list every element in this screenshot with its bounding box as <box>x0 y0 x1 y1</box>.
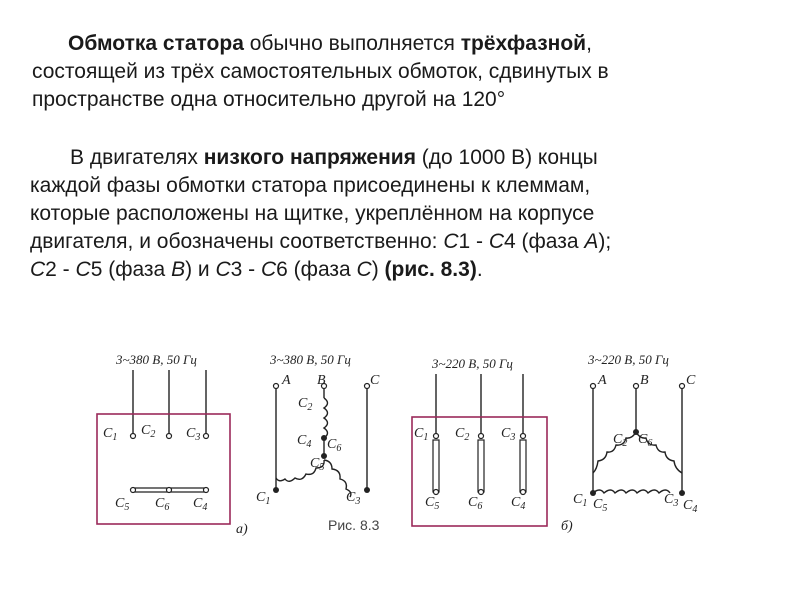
term-stator-winding: Обмотка статора <box>68 32 244 55</box>
figure-reference: (рис. 8.3) <box>384 258 477 281</box>
svg-text:C4: $C_4$ <box>683 498 698 515</box>
text: 2 - <box>45 258 76 281</box>
star-winding-380 <box>276 386 367 497</box>
term-low-voltage: низкого напряжения <box>203 146 416 169</box>
text: двигателя, и обозначены соответственно: <box>30 230 444 253</box>
svg-text:C6: $C_6$ <box>327 437 342 454</box>
text: C <box>215 258 231 281</box>
svg-text:C2: $C_2$ <box>298 396 313 413</box>
svg-text:C1: $C_1$ <box>103 426 118 443</box>
text: C <box>261 258 277 281</box>
text: обычно выполняется <box>243 32 461 55</box>
supply-label-220-b: 3~220 В, 50 Гц <box>588 352 669 367</box>
text: C <box>75 258 91 281</box>
text: В двигателях <box>70 146 204 169</box>
phase-a-label: A <box>282 373 291 388</box>
svg-text:C5: $C_5$ <box>425 495 440 512</box>
svg-text:C6: $C_6$ <box>468 495 483 512</box>
intro-line-2: состоящей из трёх самостоятельных обмоток, сдвинутых в <box>32 60 609 83</box>
phase-a-label: A <box>598 373 607 388</box>
phase-c-label: C <box>686 373 696 388</box>
intro-line-3: пространстве одна относительно другой на 120° <box>32 88 506 111</box>
text: C <box>30 258 46 281</box>
text: A <box>584 230 599 253</box>
svg-text:C2: $C_2$ <box>613 432 628 449</box>
svg-text:C3: $C_3$ <box>186 426 201 443</box>
text: C <box>356 258 372 281</box>
lv-line-2: каждой фазы обмотки статора присоединены к клеммам, <box>30 174 591 197</box>
subfigure-a-label: а) <box>236 522 248 537</box>
terminal-labels-4 <box>573 432 697 515</box>
term-three-phase: трёхфазной <box>460 32 587 55</box>
text: , <box>586 32 592 55</box>
supply-label-380-a: 3~380 В, 50 Гц <box>116 352 197 367</box>
svg-text:C6: $C_6$ <box>155 496 170 513</box>
figure-caption: Рис. 8.3 <box>328 517 380 533</box>
supply-label-220-a: 3~220 В, 50 Гц <box>432 356 513 371</box>
terminal-labels-2 <box>256 396 360 507</box>
svg-text:C6: $C_6$ <box>638 432 653 449</box>
terminal-labels-1 <box>103 423 207 513</box>
text: ) <box>371 258 385 281</box>
svg-text:C5: $C_5$ <box>115 496 130 513</box>
phase-b-label: B <box>317 373 326 388</box>
phase-b-label: B <box>640 373 649 388</box>
svg-text:C4: $C_4$ <box>511 495 526 512</box>
lv-line-3: которые расположены на щитке, укреплённом на корпусе <box>30 202 595 225</box>
text: ) и <box>185 258 216 281</box>
text: 3 - <box>230 258 261 281</box>
text: 5 (фаза <box>90 258 172 281</box>
text: C <box>488 230 505 253</box>
svg-text:C1: $C_1$ <box>414 426 429 443</box>
svg-text:C1: $C_1$ <box>256 490 271 507</box>
svg-text:C2: $C_2$ <box>141 423 156 440</box>
subfigure-b-label: б) <box>561 519 573 534</box>
supply-label-380-b: 3~380 В, 50 Гц <box>270 352 351 367</box>
svg-text:C4: $C_4$ <box>193 496 208 513</box>
phase-c-label: C <box>370 373 380 388</box>
text: (до 1000 В) концы <box>415 146 598 169</box>
text: C <box>443 230 459 253</box>
text: 1 - <box>458 230 489 253</box>
svg-text:C3: $C_3$ <box>346 490 361 507</box>
svg-text:C3: $C_3$ <box>501 426 516 443</box>
svg-text:C5: $C_5$ <box>593 497 608 514</box>
svg-text:C3: $C_3$ <box>664 492 679 509</box>
svg-text:C1: $C_1$ <box>573 492 588 509</box>
text: 4 (фаза <box>504 230 585 253</box>
svg-text:C4: $C_4$ <box>297 433 312 450</box>
text: 6 (фаза <box>276 258 357 281</box>
svg-text:C2: $C_2$ <box>455 426 470 443</box>
text: . <box>476 258 483 281</box>
text: ); <box>598 230 612 253</box>
text: B <box>171 258 186 281</box>
svg-text:C5: $C_5$ <box>310 456 325 473</box>
terminal-labels-3 <box>414 426 525 512</box>
